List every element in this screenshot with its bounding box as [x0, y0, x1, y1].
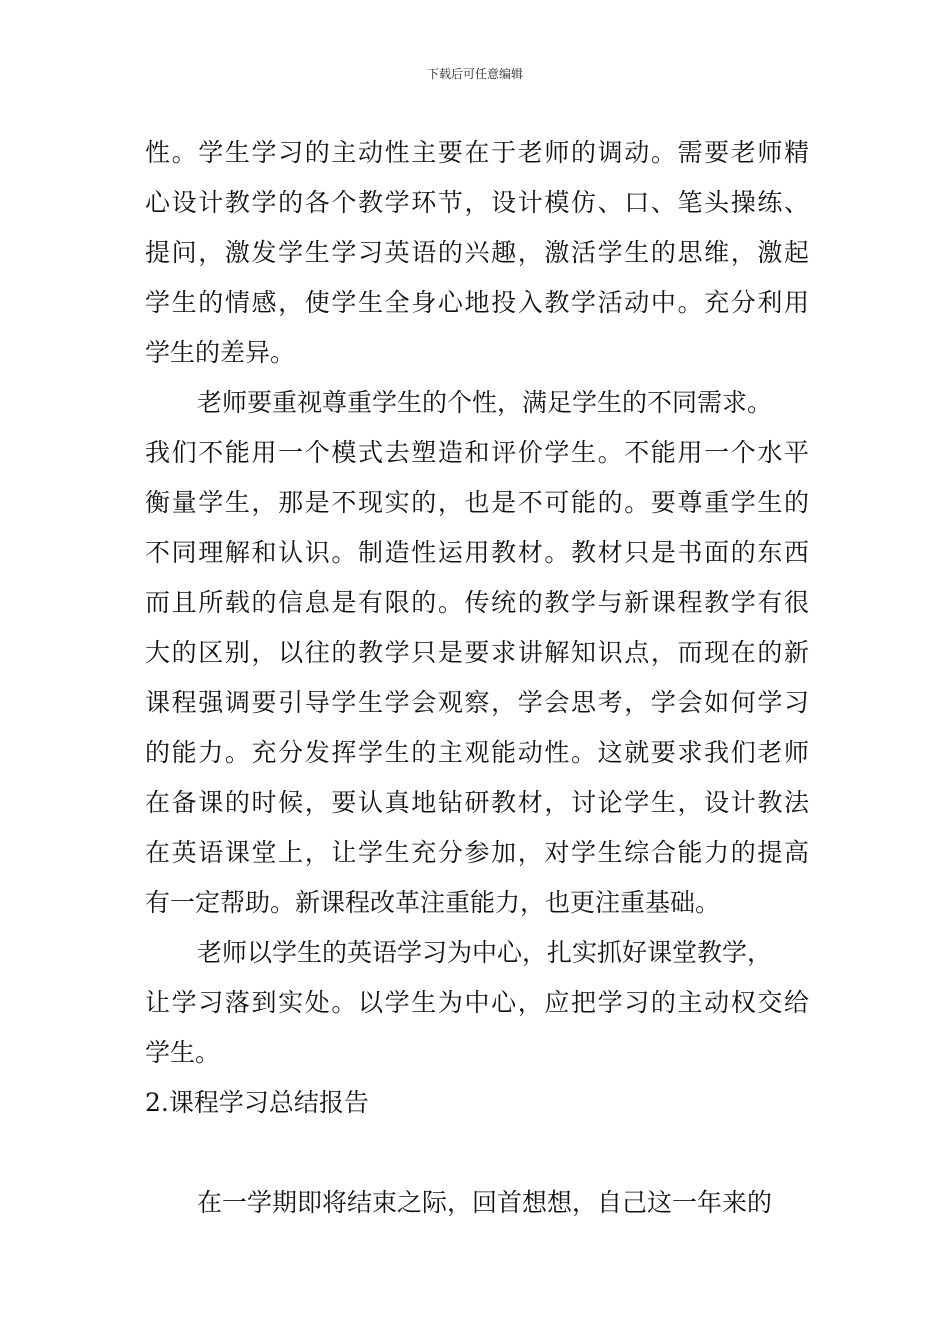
- paragraph-line: 老师要重视尊重学生的个性，满足学生的不同需求。: [197, 388, 773, 417]
- paragraph-line: 衡量学生，那是不现实的，也是不可能的。要尊重学生的: [145, 488, 809, 517]
- page-header-note: 下载后可任意编辑: [426, 67, 523, 81]
- paragraph-line: 而且所载的信息是有限的。传统的教学与新课程教学有很: [145, 588, 809, 617]
- paragraph-line: 学生的情感，使学生全身心地投入教学活动中。充分利用: [145, 288, 809, 317]
- paragraph-1: [145, 128, 809, 378]
- paragraph-line: 的能力。充分发挥学生的主观能动性。这就要求我们老师: [145, 738, 809, 767]
- paragraph-line: 让学习落到实处。以学生为中心，应把学习的主动权交给: [145, 988, 809, 1017]
- paragraph-line: 性。学生学习的主动性主要在于老师的调动。需要老师精: [145, 138, 809, 167]
- section-heading: 2.课程学习总结报告: [145, 1088, 369, 1117]
- paragraph-line: 学生的差异。: [145, 338, 296, 367]
- paragraph-2: [145, 378, 809, 928]
- closing-paragraph: [145, 1178, 809, 1228]
- paragraph-3: [145, 928, 809, 1078]
- paragraph-line: 不同理解和认识。制造性运用教材。教材只是书面的东西: [145, 538, 809, 567]
- document-body: [145, 128, 809, 1228]
- paragraph-line: 在英语课堂上，让学生充分参加，对学生综合能力的提高: [145, 838, 809, 867]
- paragraph-line: 提问，激发学生学习英语的兴趣，激活学生的思维，激起: [145, 238, 809, 267]
- paragraph-line: 老师以学生的英语学习为中心，扎实抓好课堂教学，: [197, 938, 773, 967]
- paragraph-line: 在备课的时候，要认真地钻研教材，讨论学生，设计教法: [145, 788, 809, 817]
- paragraph-line: 有一定帮助。新课程改革注重能力，也更注重基础。: [145, 888, 721, 917]
- paragraph-line: 大的区别，以往的教学只是要求讲解知识点，而现在的新: [145, 638, 809, 667]
- blank-spacer: [145, 1128, 809, 1178]
- paragraph-line: 我们不能用一个模式去塑造和评价学生。不能用一个水平: [145, 438, 809, 467]
- paragraph-line: 心设计教学的各个教学环节，设计模仿、口、笔头操练、: [145, 188, 809, 217]
- paragraph-line: 在一学期即将结束之际，回首想想，自己这一年来的: [197, 1188, 773, 1217]
- paragraph-line: 学生。: [145, 1038, 221, 1067]
- paragraph-line: 课程强调要引导学生学会观察，学会思考，学会如何学习: [145, 688, 809, 717]
